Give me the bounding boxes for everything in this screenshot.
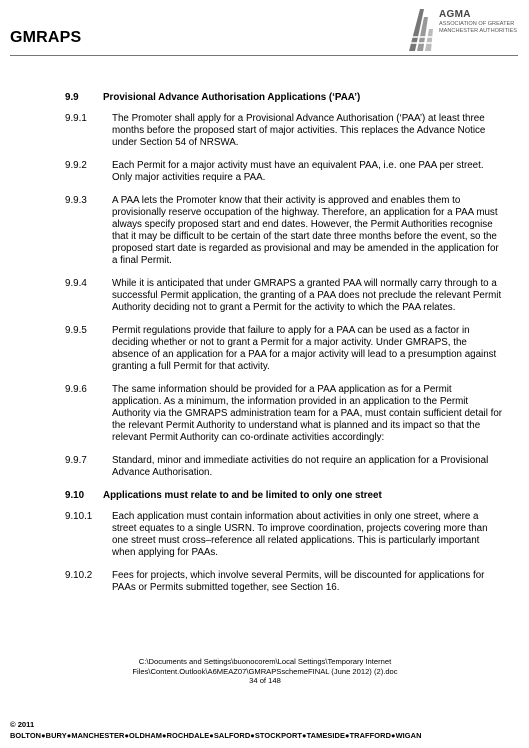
paragraph-9-9-5 <box>65 325 503 373</box>
paragraph-text: The Promoter shall apply for a Provisional Advance Authorisation (‘PAA’) at least three months before the proposed start of major activities. This replaces the Advance Notice under Section 54 of NRSWA. <box>112 113 486 148</box>
section-heading-9-9 <box>65 92 503 104</box>
paragraph-number: 9.9.7 <box>65 455 87 466</box>
document-body <box>65 92 503 605</box>
paragraph-text: The same information should be provided for a PAA application as for a Permit application. As a minimum, the information provided in an application to the Permit Authority via the GMRAPS administration team for a PAA, must contain sufficient detail for the relevant Permit Authority to understand what is planned and its impact so that the relevant Permit Authority can co-ordinate activities accordingly: <box>112 384 503 443</box>
file-path-line-2: Files\Content.Outlook\A6MEAZ07\GMRAPSschemeFINAL (June 2012) (2).doc <box>132 666 398 676</box>
agma-logo-mark-icon <box>407 7 435 53</box>
paragraph-number: 9.10.1 <box>65 511 93 522</box>
paragraph-number: 9.9.6 <box>65 384 87 395</box>
paragraph-9-9-1 <box>65 113 503 149</box>
paragraph-text: While it is anticipated that under GMRAPS a granted PAA will normally carry through to a successful Permit application, the granting of a PAA does not preclude the relevant Permit Authority deciding not to grant a Permit for the activity to which the PAA relates. <box>112 278 502 313</box>
paragraph-9-9-7 <box>65 455 503 479</box>
paragraph-9-9-3 <box>65 195 503 267</box>
header-divider <box>10 55 518 56</box>
agma-logo <box>407 7 525 55</box>
logo-name: AGMA <box>439 9 471 20</box>
paragraph-number: 9.9.3 <box>65 195 87 206</box>
paragraph-number: 9.9.2 <box>65 160 87 171</box>
paragraph-9-10-2 <box>65 570 503 594</box>
paragraph-number: 9.10.2 <box>65 570 93 581</box>
page-number: 34 of 148 <box>249 676 281 685</box>
footer-town-list: BOLTON●BURY●MANCHESTER●OLDHAM●ROCHDALE●SALFORD●STOCKPORT●TAMESIDE●TRAFFORD●WIGAN <box>10 731 422 740</box>
paragraph-number: 9.9.4 <box>65 278 87 289</box>
document-header-title: GMRAPS <box>10 29 82 46</box>
copyright-notice: © 2011 <box>10 720 35 729</box>
section-number: 9.10 <box>65 490 85 501</box>
section-heading-9-10 <box>65 490 503 502</box>
file-path-line-1: C:\Documents and Settings\buonocorem\Local Settings\Temporary Internet <box>138 657 392 666</box>
section-number: 9.9 <box>65 92 79 103</box>
section-title: Provisional Advance Authorisation Applications (‘PAA’) <box>103 92 361 103</box>
section-title: Applications must relate to and be limited to only one street <box>103 490 382 501</box>
paragraph-number: 9.9.5 <box>65 325 87 336</box>
paragraph-text: Standard, minor and immediate activities do not require an application for a Provisional Advance Authorisation. <box>112 455 489 478</box>
footer-file-path <box>70 657 460 686</box>
paragraph-9-9-6 <box>65 384 503 444</box>
paragraph-number: 9.9.1 <box>65 113 87 124</box>
paragraph-9-9-4 <box>65 278 503 314</box>
logo-subtitle: ASSOCIATION OF GREATER MANCHESTER AUTHORITIES <box>439 21 518 34</box>
paragraph-text: Each Permit for a major activity must have an equivalent PAA, i.e. one PAA per street. Only major activities require a PAA. <box>112 160 484 183</box>
paragraph-text: Permit regulations provide that failure to apply for a PAA can be used as a factor in deciding whether or not to grant a Permit for a major activity. Under GMRAPS, the absence of an application for a PAA for a major activity will lead to a presumption against granting a full Permit for that activity. <box>112 325 497 372</box>
paragraph-text: Each application must contain information about activities in only one street, where a street equates to a single USRN. To improve coordination, projects covering more than one street must cross–reference all related applications. This is particularly important when applying for PAAs. <box>112 511 488 558</box>
paragraph-text: A PAA lets the Promoter know that their activity is approved and enables them to provisionally reserve occupation of the highway. Therefore, an application for a PAA must always specify proposed start and end dates. However, the Permit Authorities recognise that it may be difficult to be certain of the start date three months before the event, so the proposed start date is regarded as provisional and may be amended in the application for a final Permit. <box>112 195 499 266</box>
paragraph-text: Fees for projects, which involve several Permits, will be discounted for applications for PAAs or Permits submitted together, see Section 16. <box>112 570 485 593</box>
paragraph-9-10-1 <box>65 511 503 559</box>
paragraph-9-9-2 <box>65 160 503 184</box>
